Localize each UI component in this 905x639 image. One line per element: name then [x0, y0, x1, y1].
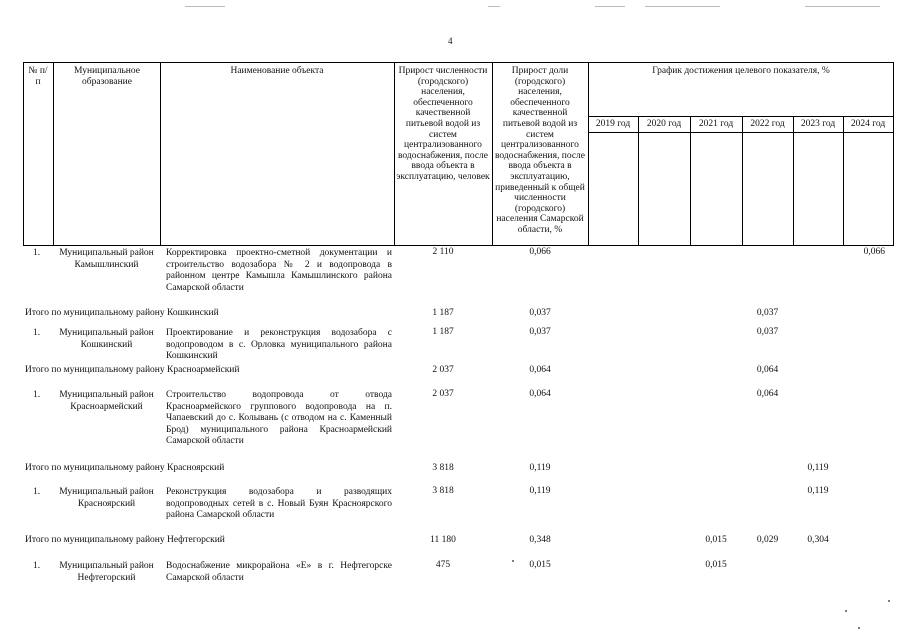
row-pop: 2 037: [432, 389, 454, 399]
row-num: 1.: [33, 487, 41, 497]
row-pop: 3 818: [432, 486, 454, 496]
row-y2023: 0,119: [807, 463, 829, 473]
row-share: 0,348: [529, 535, 551, 545]
row-pop: 2 037: [432, 365, 454, 375]
row-pop: 11 180: [430, 535, 456, 545]
row-y2023: 0,119: [807, 486, 829, 496]
row-share: 0,015: [529, 560, 551, 570]
scan-speck: [888, 600, 890, 602]
total-label: Итого по муниципальному району Красноармейский: [25, 365, 240, 375]
row-municipality: Муниципальный район Красноярский: [59, 487, 154, 509]
row-municipality: Муниципальный район Кошкинский: [59, 328, 154, 350]
row-num: 1.: [33, 248, 41, 258]
row-object: Корректировка проектно-сметной документации и строительство водозабора № 2 и водопровода в районном центре Камышла Камышлинского района Самарской области: [166, 248, 392, 293]
row-object: Проектирование и реконструкция водозабора с водопроводом в с. Орловка муниципального района Кошкинский: [166, 328, 392, 361]
header-municipality: Муниципальное образование: [74, 66, 140, 87]
row-num: 1.: [33, 561, 41, 571]
row-share: 0,064: [529, 389, 551, 399]
header-growth-share: Прирост доли (городского) населения, обеспеченного качественной питьевой водой из систем централизованного водоснабжения, после ввода объекта в эксплуатацию, приведенный к общей численности (городского) населения Самарской области, %: [494, 66, 586, 235]
row-num: 1.: [33, 390, 41, 400]
row-y2022: 0,037: [756, 308, 779, 318]
header-num: № п/п: [28, 66, 48, 87]
scan-speck: [858, 627, 860, 629]
row-share: 0,037: [529, 327, 551, 337]
scan-mark: [805, 6, 880, 7]
row-y2022: 0,064: [756, 365, 779, 375]
row-share: 0,064: [529, 365, 551, 375]
row-object: Реконструкция водозабора и разводящих водопроводных сетей в с. Новый Буян Красноярского района Самарской области: [166, 487, 392, 520]
row-municipality: Муниципальный район Камышлинский: [59, 248, 154, 270]
header-year: 2022 год: [750, 119, 785, 129]
header-growth-pop: Прирост численности (городского) населения, обеспеченного качественной питьевой водой из систем централизованного водоснабжения, после ввода объекта в эксплуатацию, человек: [396, 66, 490, 182]
total-label: Итого по муниципальному району Нефтегорский: [25, 535, 225, 545]
row-municipality: Муниципальный район Красноармейский: [59, 390, 154, 412]
header-year: 2021 год: [698, 119, 734, 129]
header-year: 2024 год: [850, 119, 886, 129]
scan-mark: [185, 6, 225, 7]
scan-mark: [488, 6, 500, 7]
header-year: 2020 год: [646, 119, 682, 129]
header-year: 2023 год: [800, 119, 836, 129]
row-y2024: 0,066: [863, 247, 885, 257]
row-pop: 3 818: [432, 463, 454, 473]
row-y2023: 0,304: [807, 535, 829, 545]
scan-speck: [512, 560, 514, 562]
header-object: Наименование объекта: [230, 66, 324, 76]
scan-mark: [645, 6, 720, 7]
header-year: 2019 год: [595, 119, 631, 129]
header-schedule: График достижения целевого показателя, %: [652, 66, 830, 76]
row-y2021: 0,015: [705, 535, 727, 545]
scan-mark: [595, 6, 625, 7]
row-y2022: 0,064: [756, 389, 779, 399]
row-object: Строительство водопровода от отвода Красноармейского группового водопровода на п. Чапаевский до с. Колывань (с отводом на с. Каменный Брод) муниципального района Красноармейский Самарской области: [166, 390, 392, 446]
scan-speck: [845, 610, 847, 612]
row-pop: 1 187: [432, 308, 454, 318]
row-num: 1.: [33, 328, 41, 338]
row-pop: 475: [435, 560, 451, 570]
total-label: Итого по муниципальному району Красноярский: [25, 463, 225, 473]
row-share: 0,119: [529, 463, 551, 473]
row-y2022: 0,029: [756, 535, 779, 545]
total-label: Итого по муниципальному району Кошкинский: [25, 308, 219, 318]
row-municipality: Муниципальный район Нефтегорский: [59, 561, 154, 583]
row-pop: 1 187: [432, 327, 454, 337]
row-pop: 2 110: [432, 247, 454, 257]
row-share: 0,119: [529, 486, 551, 496]
row-share: 0,037: [529, 308, 551, 318]
row-y2022: 0,037: [756, 327, 779, 337]
row-share: 0,066: [529, 247, 551, 257]
row-y2021: 0,015: [705, 560, 727, 570]
page-number: 4: [448, 36, 453, 46]
row-object: Водоснабжение микрорайона «Е» в г. Нефтегорске Самарской области: [166, 561, 392, 583]
